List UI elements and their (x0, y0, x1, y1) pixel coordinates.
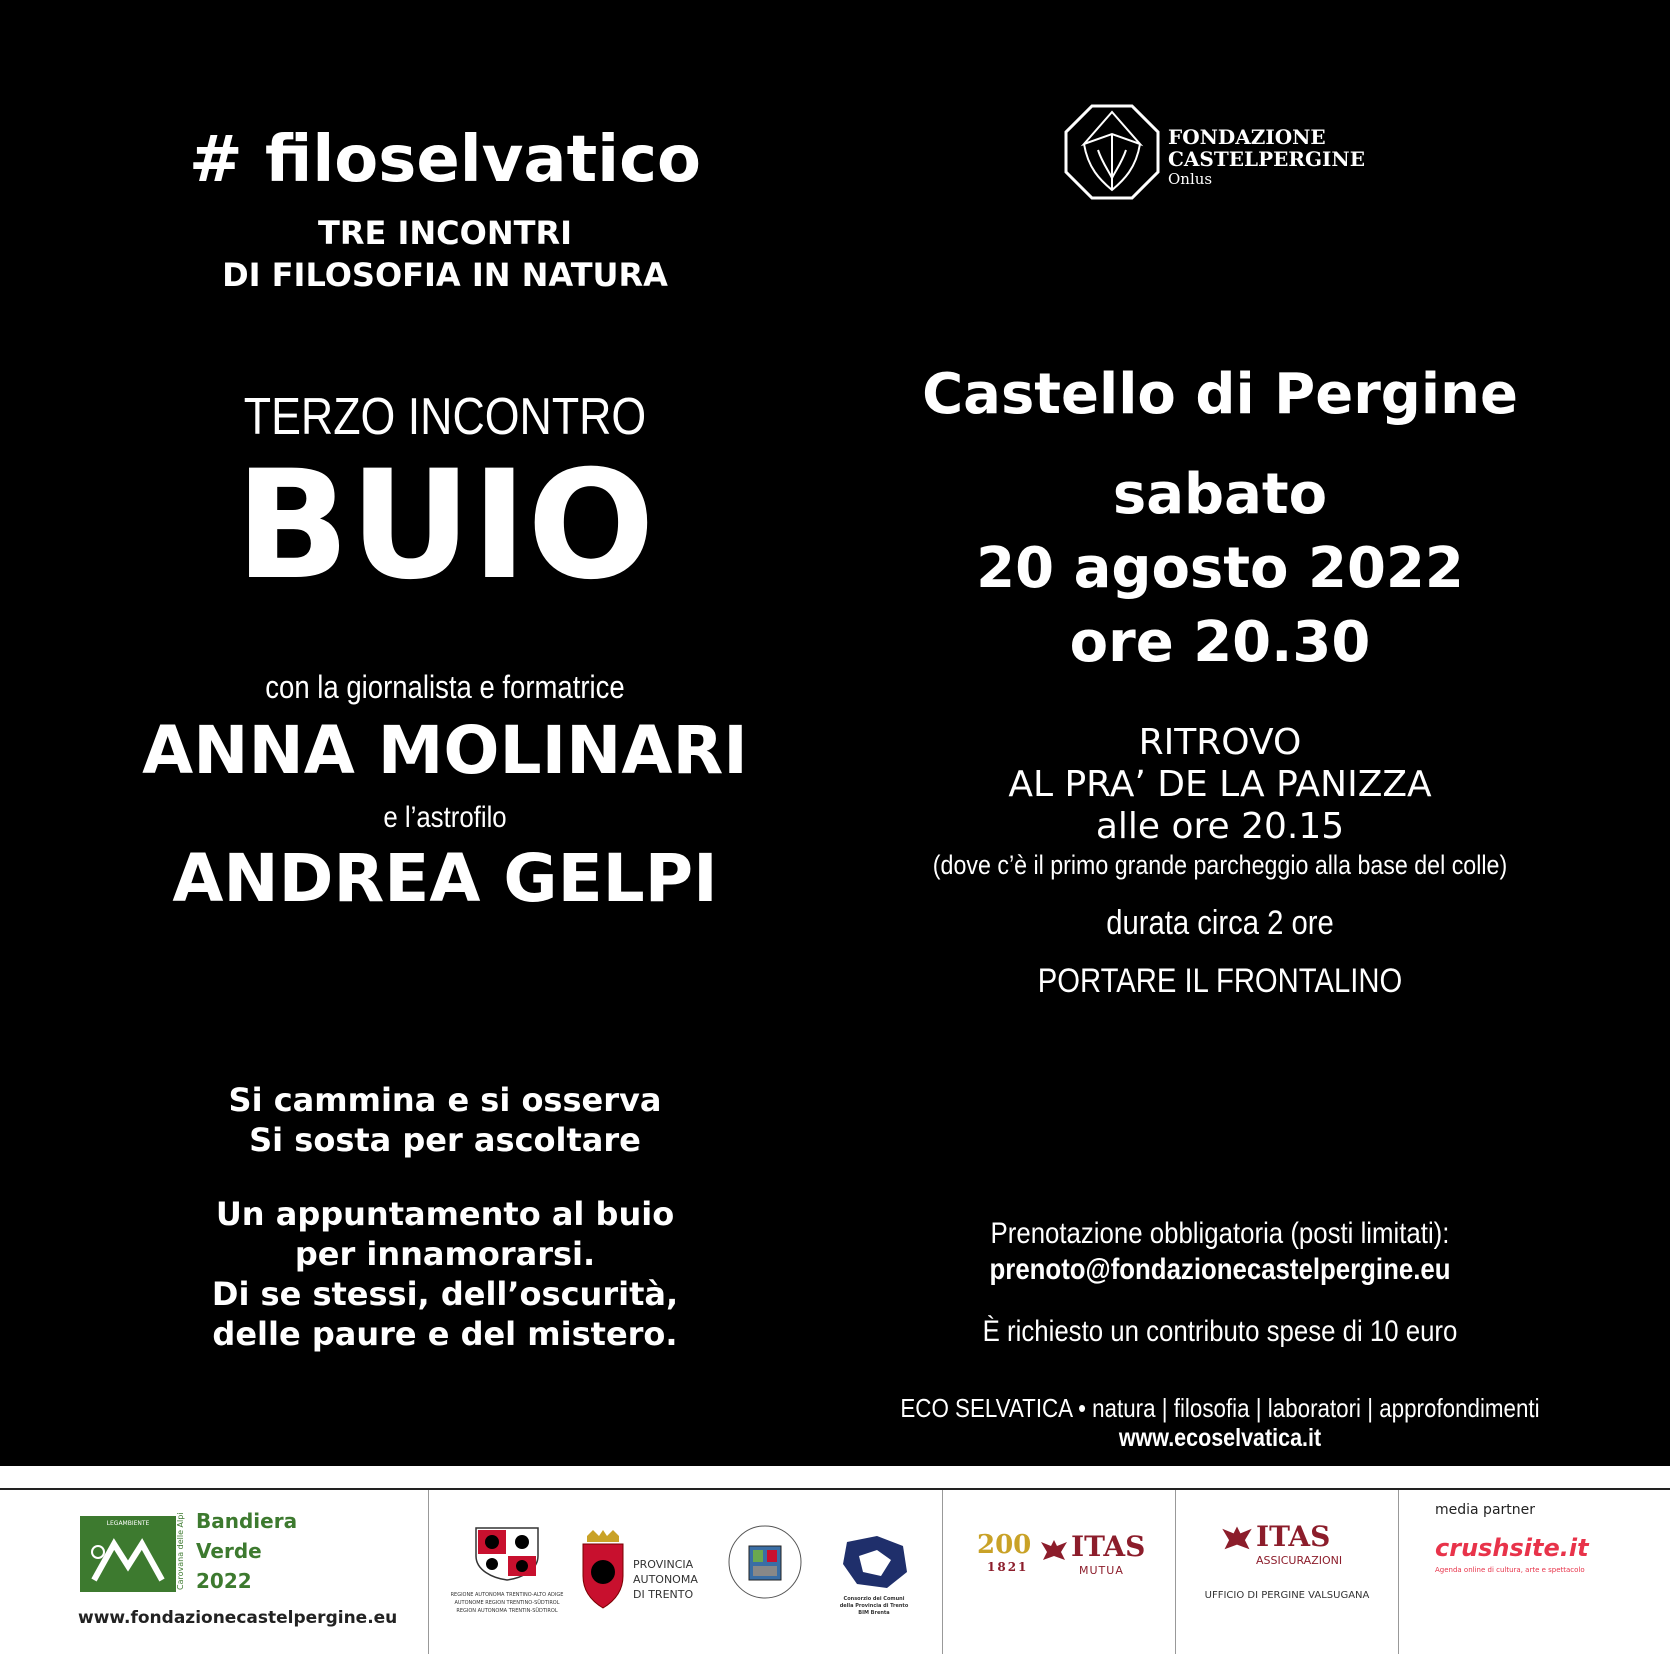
provincia-name-3: DI TRENTO (633, 1588, 694, 1601)
bandiera-verde-logo (80, 1516, 176, 1592)
intro-speaker-2: e l’astrofilo (383, 801, 507, 834)
event-duration: durata circa 2 ore (1106, 904, 1334, 942)
consorzio-name-3: BIM Brenta (858, 1610, 890, 1616)
itas-200-label: 200 (977, 1530, 1032, 1560)
mountains-icon (80, 1530, 176, 1590)
bring-note: PORTARE IL FRONTALINO (1037, 962, 1403, 1000)
provincia-logo (579, 1530, 699, 1620)
itas-assicurazioni-label: ASSICURAZIONI (1256, 1554, 1343, 1567)
speaker-1-name: ANNA MOLINARI (142, 712, 748, 789)
venue-title: Castello di Pergine (922, 362, 1518, 427)
provincia-name-1: PROVINCIA (633, 1558, 694, 1571)
bandiera-verde-section (0, 1490, 428, 1654)
description-line-6: delle paure e del mistero. (212, 1315, 678, 1353)
itas-eagle-icon (1039, 1536, 1069, 1566)
logo-name-3: Onlus (1168, 170, 1213, 188)
bandiera-line-2: Verde (196, 1539, 262, 1563)
event-time: ore 20.30 (1069, 610, 1371, 675)
eco-selvatica-url[interactable]: www.ecoselvatica.it (1118, 1424, 1322, 1452)
provincia-crest-icon (579, 1530, 627, 1610)
region-name-2: AUTONOME REGION TRENTINO-SÜDTIROL (454, 1600, 560, 1606)
crushsite-tagline: Agenda online di cultura, arte e spettacolo (1435, 1566, 1585, 1574)
series-subtitle-1: TRE INCONTRI (318, 214, 572, 252)
comunita-valsugana-logo (725, 1522, 805, 1602)
theme-title: BUIO (235, 439, 655, 613)
speaker-2-name: ANDREA GELPI (172, 840, 718, 917)
media-partner-section (1399, 1490, 1670, 1654)
event-date: 20 agosto 2022 (976, 536, 1464, 601)
meeting-point-3: alle ore 20.15 (1095, 806, 1345, 847)
crushsite-logo-name[interactable]: crushsite.it (1435, 1534, 1589, 1562)
sponsor-footer (0, 1466, 1670, 1654)
meeting-point-2: AL PRA’ DE LA PANIZZA (1008, 764, 1432, 805)
consorzio-map-icon (837, 1532, 911, 1592)
description-line-2: Si sosta per ascoltare (249, 1121, 641, 1159)
event-day: sabato (1112, 462, 1328, 527)
itas-mutua-label: MUTUA (1079, 1564, 1124, 1577)
description-line-1: Si cammina e si osserva (228, 1081, 662, 1119)
description-line-3: Un appuntamento al buio (215, 1195, 675, 1233)
itas-assicurazioni-section (1176, 1490, 1398, 1654)
meeting-point-1: RITROVO (1138, 722, 1302, 763)
itas-assicurazioni-name: ITAS (1256, 1520, 1331, 1553)
itas-mutua-section (943, 1490, 1175, 1654)
region-logo (447, 1526, 567, 1626)
provincia-name-2: AUTONOMA (633, 1573, 698, 1586)
eco-selvatica-line: ECO SELVATICA • natura | filosofia | laboratori | approfondimenti (900, 1393, 1540, 1423)
meeting-point-note: (dove c’è il primo grande parcheggio alla base del colle) (932, 850, 1508, 880)
intro-speaker-1: con la giornalista e formatrice (265, 669, 625, 705)
legambiente-label: LEGAMBIENTE (106, 1520, 150, 1527)
bandiera-line-3: 2022 (196, 1569, 252, 1593)
consorzio-name-2: della Provincia di Trento (839, 1603, 909, 1609)
meeting-label: TERZO INCONTRO (243, 388, 647, 446)
institutions-section (429, 1490, 942, 1654)
itas-year-label: 1821 (987, 1560, 1029, 1574)
booking-email[interactable]: prenoto@fondazionecastelpergine.eu (989, 1253, 1451, 1286)
logo-name-2: CASTELPERGINE (1168, 147, 1365, 171)
booking-label: Prenotazione obbligatoria (posti limitati): (990, 1217, 1450, 1250)
series-subtitle-2: DI FILOSOFIA IN NATURA (222, 256, 668, 294)
fee-note: È richiesto un contributo spese di 10 euro (982, 1315, 1458, 1348)
consorzio-name-1: Consorzio dei Comuni (843, 1596, 905, 1602)
consorzio-logo (809, 1532, 939, 1628)
comunita-seal-icon (725, 1522, 805, 1602)
description-line-5: Di se stessi, dell’oscurità, (211, 1275, 679, 1313)
description-line-4: per innamorarsi. (294, 1235, 596, 1273)
fondazione-site-url[interactable]: www.fondazionecastelpergine.eu (78, 1608, 398, 1628)
region-coat-of-arms-icon (472, 1526, 542, 1582)
region-name-1: REGIONE AUTONOMA TRENTINO-ALTO ADIGE (450, 1592, 564, 1598)
logo-name-1: FONDAZIONE (1168, 125, 1326, 149)
itas-mutua-name: ITAS (1071, 1530, 1146, 1563)
carovana-label: Carovana delle Alpi (176, 1512, 185, 1590)
media-partner-label: media partner (1435, 1502, 1536, 1518)
fondazione-logo (1064, 104, 1374, 204)
itas-eagle-icon-2 (1220, 1522, 1254, 1556)
castle-emblem-icon (1064, 104, 1160, 200)
bandiera-line-1: Bandiera (196, 1509, 298, 1533)
itas-office-label: UFFICIO DI PERGINE VALSUGANA (1204, 1590, 1370, 1601)
hashtag-title: # filoselvatico (188, 123, 702, 197)
region-name-3: REGION AUTONOMA TRENTIN-SÜDTIROL (456, 1608, 558, 1614)
